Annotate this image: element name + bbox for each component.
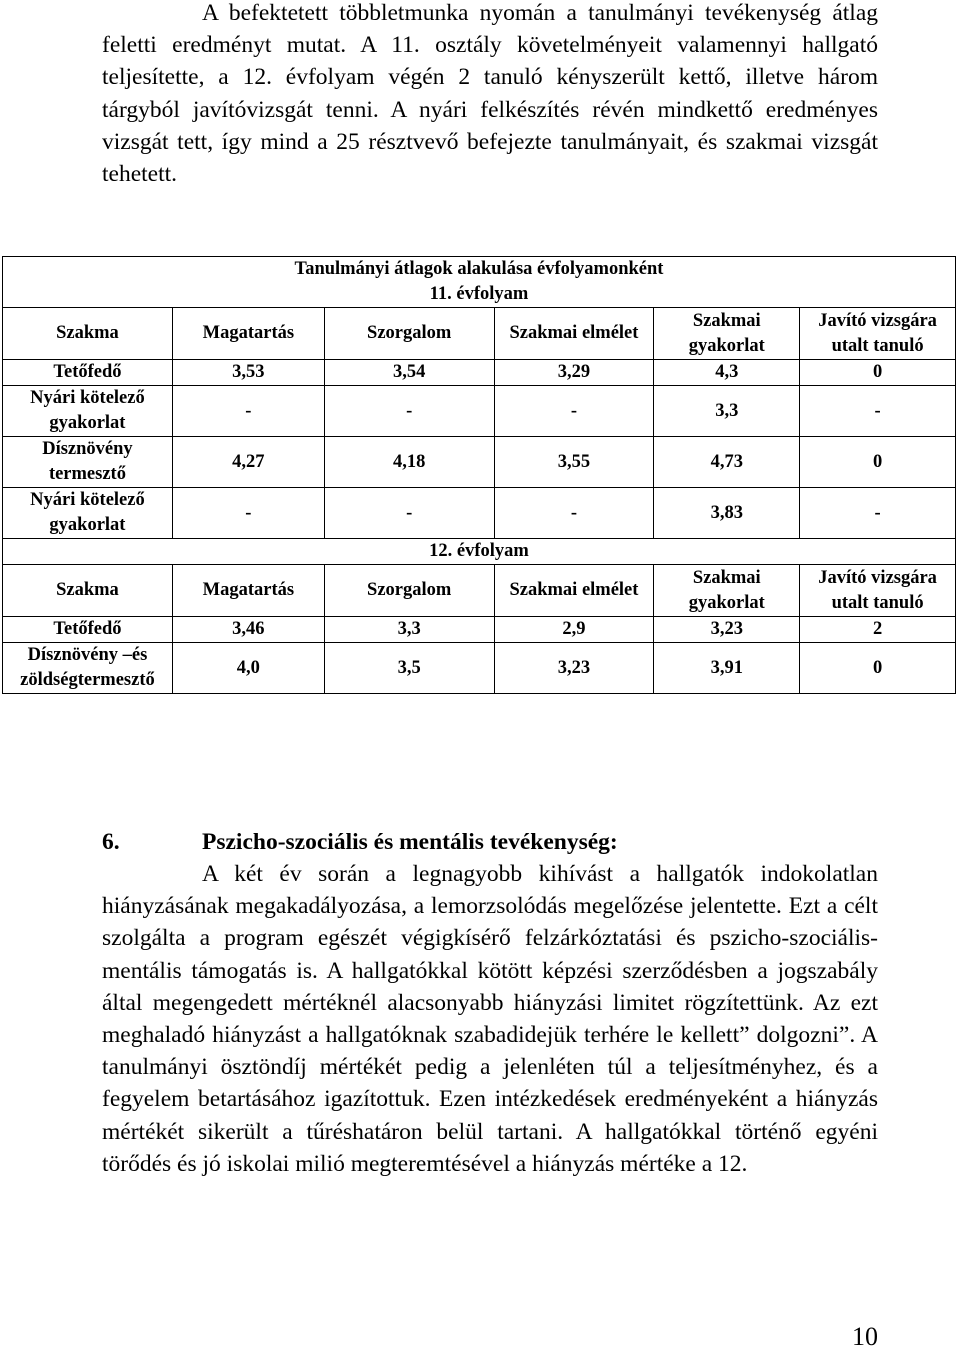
cell-elmelet: - — [494, 488, 654, 539]
cell-elmelet: - — [494, 386, 654, 437]
cell-szorgalom: 3,5 — [324, 643, 494, 694]
cell-elmelet: 3,55 — [494, 437, 654, 488]
section-heading — [102, 826, 618, 858]
year-label-row — [3, 282, 956, 308]
section-number: 6. — [102, 829, 120, 855]
cell-javito: 2 — [800, 617, 956, 643]
cell-javito: 0 — [800, 643, 956, 694]
column-header-magatartas: Magatartás — [172, 565, 324, 617]
intro-paragraph: A befektetett többletmunka nyomán a tanulmányi tevékenység átlag feletti eredményt mutat. A 11. osztály követelményeit valamennyi hallgató teljesítette, a 12. évfolyam végén 2 tanuló kényszerült kettő, illetve három tárgyból javítóvizsgát tenni. A nyári felkészítés révén mindkettő eredményes vizsgát tett, így mind a 25 résztvevő befejezte tanulmányait, és szakmai vizsgát tehetett. — [102, 0, 878, 188]
cell-magatartas: 3,53 — [172, 360, 324, 386]
table-caption-row — [3, 257, 956, 283]
table-row — [3, 643, 956, 694]
cell-gyakorlat: 3,23 — [654, 617, 800, 643]
table-row — [3, 617, 956, 643]
cell-javito: 0 — [800, 360, 956, 386]
cell-szakma: Dísznövény –és zöldségtermesztő — [3, 643, 173, 694]
table-row — [3, 360, 956, 386]
year-label-row — [3, 539, 956, 565]
cell-javito: 0 — [800, 437, 956, 488]
table-row — [3, 488, 956, 539]
column-header-szakma: Szakma — [3, 565, 173, 617]
cell-gyakorlat: 3,83 — [654, 488, 800, 539]
grades-table-body — [3, 257, 956, 694]
cell-szakma: Nyári kötelező gyakorlat — [3, 386, 173, 437]
column-header-javito: Javító vizsgára utalt tanuló — [800, 308, 956, 360]
column-header-gyakorlat: Szakmai gyakorlat — [654, 308, 800, 360]
cell-magatartas: - — [172, 386, 324, 437]
cell-szorgalom: - — [324, 386, 494, 437]
cell-szorgalom: 4,18 — [324, 437, 494, 488]
table-header-row — [3, 308, 956, 360]
cell-elmelet: 3,23 — [494, 643, 654, 694]
cell-szakma: Tetőfedő — [3, 617, 173, 643]
column-header-szorgalom: Szorgalom — [324, 308, 494, 360]
cell-elmelet: 2,9 — [494, 617, 654, 643]
column-header-elmelet: Szakmai elmélet — [494, 565, 654, 617]
table-header-row — [3, 565, 956, 617]
cell-javito: - — [800, 386, 956, 437]
cell-magatartas: 4,0 — [172, 643, 324, 694]
cell-magatartas: 4,27 — [172, 437, 324, 488]
cell-gyakorlat: 3,3 — [654, 386, 800, 437]
cell-gyakorlat: 3,91 — [654, 643, 800, 694]
column-header-elmelet: Szakmai elmélet — [494, 308, 654, 360]
column-header-szorgalom: Szorgalom — [324, 565, 494, 617]
cell-szorgalom: 3,54 — [324, 360, 494, 386]
cell-szorgalom: - — [324, 488, 494, 539]
year-label: 12. évfolyam — [3, 539, 956, 565]
table-caption: Tanulmányi átlagok alakulása évfolyamonként — [3, 257, 956, 283]
cell-gyakorlat: 4,73 — [654, 437, 800, 488]
cell-szakma: Dísznövény termesztő — [3, 437, 173, 488]
cell-szorgalom: 3,3 — [324, 617, 494, 643]
cell-magatartas: - — [172, 488, 324, 539]
page-number: 10 — [852, 1322, 878, 1351]
section-title: Pszicho-szociális és mentális tevékenység: — [202, 829, 618, 855]
grades-table — [2, 256, 956, 694]
table-row — [3, 386, 956, 437]
cell-szakma: Tetőfedő — [3, 360, 173, 386]
cell-gyakorlat: 4,3 — [654, 360, 800, 386]
year-label: 11. évfolyam — [3, 282, 956, 308]
column-header-gyakorlat: Szakmai gyakorlat — [654, 565, 800, 617]
cell-szakma: Nyári kötelező gyakorlat — [3, 488, 173, 539]
section-paragraph: A két év során a legnagyobb kihívást a hallgatók indokolatlan hiányzásának megakadályozása, a lemorzsolódás megelőzése jelentette. Ezt a célt szolgálta a program egészét végigkísérő felzárkóztatási és pszicho-szociális-mentális támogatás is. A hallgatókkal kötött képzési szerződésben a jogszabály által megengedett mértéknél alacsonyabb hiányzási limitet rögzítettünk. Az ezt meghaladó hiányzást a hallgatóknak szabadidejük terhére le kellett” dolgozni”. A tanulmányi ösztöndíj mértékét pedig a jelenléten túl a teljesítményhez, és a fegyelem betartásához igazítottuk. Ezen intézkedések eredményeként a hiányzás mértékét sikerült a tűréshatáron belül tartani. A hallgatókkal történő egyéni törődés és jó iskolai milió megteremtésével a hiányzás mértéke a 12. — [102, 861, 878, 1177]
table-row — [3, 437, 956, 488]
column-header-magatartas: Magatartás — [172, 308, 324, 360]
column-header-javito: Javító vizsgára utalt tanuló — [800, 565, 956, 617]
cell-magatartas: 3,46 — [172, 617, 324, 643]
column-header-szakma: Szakma — [3, 308, 173, 360]
cell-elmelet: 3,29 — [494, 360, 654, 386]
cell-javito: - — [800, 488, 956, 539]
